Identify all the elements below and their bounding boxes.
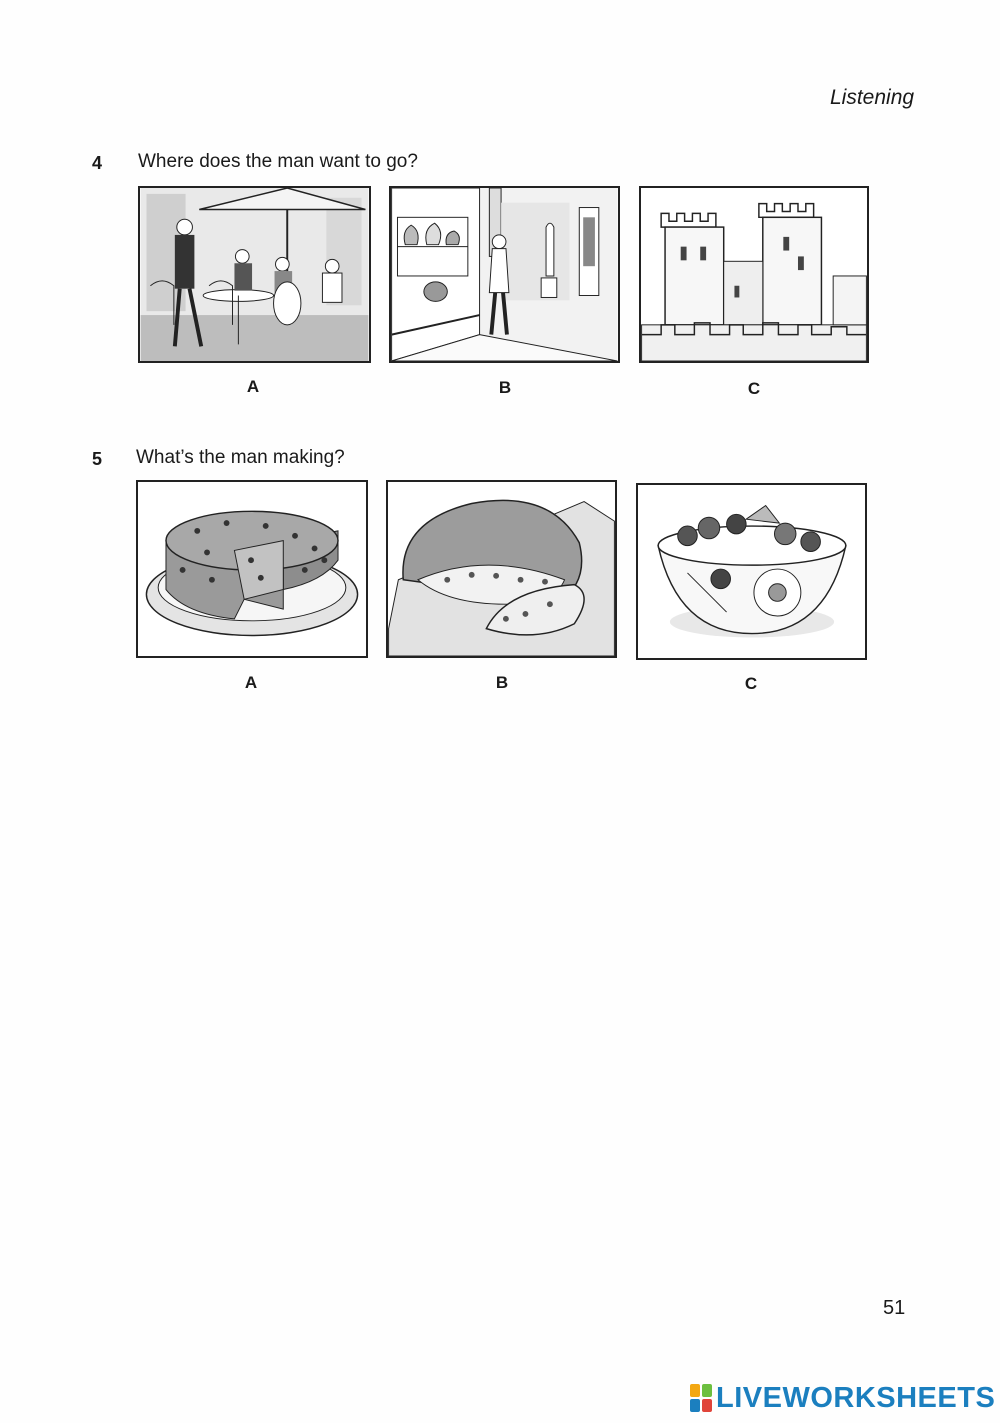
option-picture-museum[interactable] <box>389 186 620 363</box>
question-number: 5 <box>92 449 103 469</box>
question-number: 4 <box>92 153 103 173</box>
section-title: Listening <box>830 86 915 109</box>
option-picture-castle[interactable] <box>639 186 869 363</box>
liveworksheets-logo-icon <box>690 1384 712 1412</box>
question-text: Where does the man want to go? <box>138 151 418 172</box>
option-letter: C <box>744 674 758 693</box>
option-picture-fruit-salad[interactable] <box>636 483 867 660</box>
fruit-bread-illustration <box>388 482 615 656</box>
question-text: What’s the man making? <box>136 447 345 468</box>
castle-illustration <box>641 188 867 361</box>
option-letter: A <box>244 673 258 692</box>
option-picture-cake[interactable] <box>136 480 368 658</box>
fruit-cake-illustration <box>138 482 366 656</box>
liveworksheets-logo[interactable] <box>690 1380 995 1416</box>
fruit-salad-illustration <box>638 485 865 658</box>
outdoor-cafe-illustration <box>140 188 369 361</box>
option-letter: A <box>246 377 260 396</box>
page-number: 51 <box>883 1297 906 1319</box>
logo-text: LIVEWORKSHEETS <box>716 1381 996 1414</box>
option-letter: B <box>498 378 512 397</box>
option-letter: C <box>747 379 761 398</box>
museum-gallery-illustration <box>391 188 618 361</box>
option-picture-cafe[interactable] <box>138 186 371 363</box>
option-letter: B <box>495 673 509 692</box>
option-picture-bread[interactable] <box>386 480 617 658</box>
